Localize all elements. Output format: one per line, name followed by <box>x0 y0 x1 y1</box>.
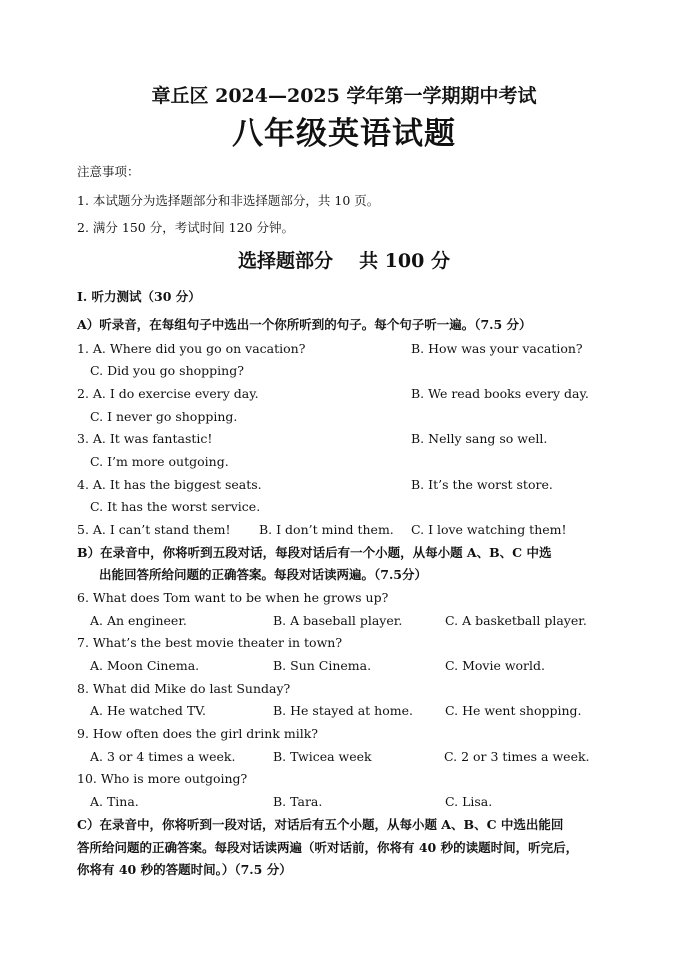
partC-instruction-line3: 你将有 40 秒的答题时间。）（7.5 分） <box>77 862 292 877</box>
q7-option-c: C. Movie world. <box>445 658 545 673</box>
q1-option-b: B. How was your vacation? <box>411 341 583 356</box>
q9-option-a: A. 3 or 4 times a week. <box>90 749 236 764</box>
q10-question: 10. Who is more outgoing? <box>77 771 248 786</box>
notes-heading: 注意事项： <box>77 164 140 179</box>
q7-option-a: A. Moon Cinema. <box>90 658 200 673</box>
q1-option-a: 1. A. Where did you go on vacation? <box>77 341 306 356</box>
q8-option-b: B. He stayed at home. <box>273 703 413 718</box>
q8-question: 8. What did Mike do last Sunday? <box>77 681 291 696</box>
q5-option-b: B. I don’t mind them. <box>259 522 394 537</box>
q9-question: 9. How often does the girl drink milk? <box>77 726 318 741</box>
partA-instruction: A）听录音，在每组句子中选出一个你所听到的句子。每个句子听一遍。（7.5 分） <box>77 317 532 332</box>
q3-option-b: B. Nelly sang so well. <box>411 431 548 446</box>
q4-option-a: 4. A. It has the biggest seats. <box>77 477 262 492</box>
q10-option-b: B. Tara. <box>273 794 323 809</box>
q2-option-a: 2. A. I do exercise every day. <box>77 386 259 401</box>
q5-option-a: 5. A. I can’t stand them! <box>77 522 231 537</box>
q6-question: 6. What does Tom want to be when he grows up? <box>77 590 389 605</box>
q6-option-b: B. A baseball player. <box>273 613 403 628</box>
subject-title: 八年级英语试题 <box>232 116 456 152</box>
note-item-2: 2. 满分 150 分，考试时间 120 分钟。 <box>77 220 295 235</box>
q2-option-c: C. I never go shopping. <box>90 409 238 424</box>
q9-option-b: B. Twicea week <box>273 749 372 764</box>
q3-option-c: C. I’m more outgoing. <box>90 454 229 469</box>
partC-instruction-line2: 答所给问题的正确答案。每段对话读两遍（听对话前，你将有 40 秒的读题时间，听完后， <box>77 840 579 855</box>
q3-option-a: 3. A. It was fantastic! <box>77 431 213 446</box>
q6-option-a: A. An engineer. <box>90 613 187 628</box>
section-score: 共 100 分 <box>359 250 450 272</box>
section-name: 选择题部分 <box>238 250 334 272</box>
q7-option-b: B. Sun Cinema. <box>273 658 372 673</box>
q4-option-b: B. It’s the worst store. <box>411 477 553 492</box>
q10-option-a: A. Tina. <box>90 794 139 809</box>
section-heading <box>0 248 688 274</box>
q8-option-a: A. He watched TV. <box>90 703 206 718</box>
q1-option-c: C. Did you go shopping? <box>90 363 244 378</box>
q6-option-c: C. A basketball player. <box>445 613 587 628</box>
q7-question: 7. What’s the best movie theater in town? <box>77 635 343 650</box>
q8-option-c: C. He went shopping. <box>445 703 582 718</box>
q2-option-b: B. We read books every day. <box>411 386 589 401</box>
exam-title: 章丘区 2024—2025 学年第一学期期中考试 <box>151 85 537 107</box>
partB-instruction-line1: B）在录音中，你将听到五段对话，每段对话后有一个小题，从每小题 A、B、C 中选 <box>77 545 552 560</box>
part1-heading: I. 听力测试（30 分） <box>77 289 201 304</box>
q4-option-c: C. It has the worst service. <box>90 499 261 514</box>
partC-instruction-line1: C）在录音中，你将听到一段对话，对话后有五个小题，从每小题 A、B、C 中选出能回 <box>77 817 564 832</box>
note-item-1: 1. 本试题分为选择题部分和非选择题部分，共 10 页。 <box>77 193 380 208</box>
q9-option-c: C. 2 or 3 times a week. <box>444 749 590 764</box>
q5-option-c: C. I love watching them! <box>411 522 567 537</box>
q10-option-c: C. Lisa. <box>445 794 493 809</box>
partB-instruction-line2: 出能回答所给问题的正确答案。每段对话读两遍。（7.5分） <box>99 567 427 582</box>
